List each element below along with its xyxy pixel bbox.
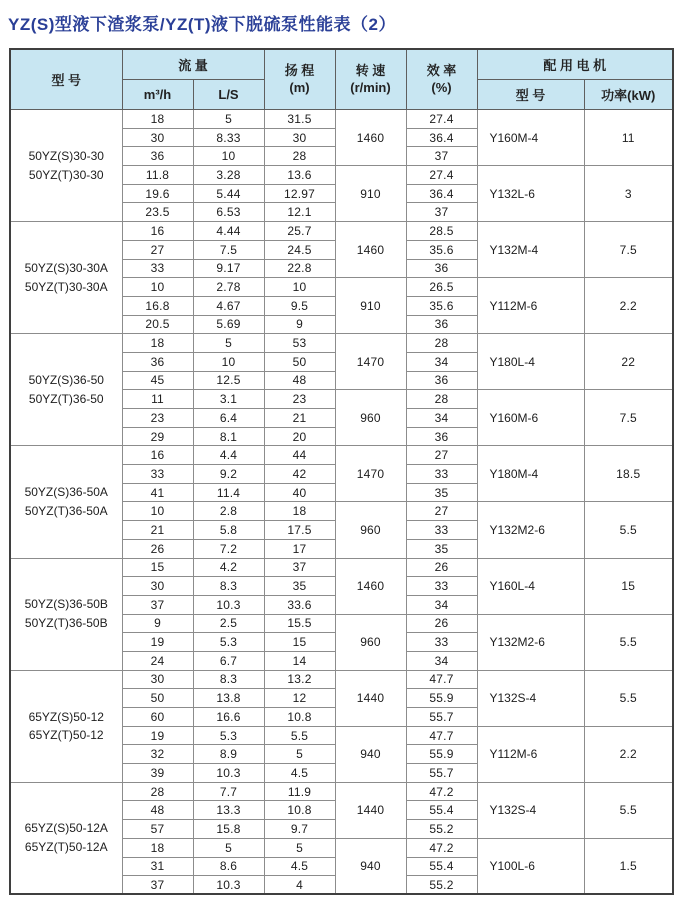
- efficiency-cell: 55.2: [406, 876, 477, 895]
- flow-m3h-cell: 15: [122, 558, 193, 577]
- speed-cell: 910: [335, 278, 406, 334]
- flow-m3h-cell: 16.8: [122, 296, 193, 315]
- table-row: [10, 670, 673, 689]
- header-speed-label: 转 速: [355, 63, 386, 79]
- pump-model-s: 50YZ(S)30-30A: [24, 261, 108, 276]
- efficiency-cell: 36.4: [406, 184, 477, 203]
- motor-power-cell: 5.5: [584, 670, 673, 726]
- motor-power-cell: 22: [584, 334, 673, 390]
- header-speed: [335, 49, 406, 110]
- flow-ls-cell: 5.8: [193, 521, 264, 540]
- efficiency-cell: 55.9: [406, 745, 477, 764]
- page-title: YZ(S)型液下渣浆泵/YZ(T)液下脱硫泵性能表（2）: [8, 15, 396, 34]
- flow-m3h-cell: 28: [122, 782, 193, 801]
- motor-model-cell: Y180L-4: [477, 334, 584, 390]
- efficiency-cell: 47.7: [406, 726, 477, 745]
- flow-m3h-cell: 33: [122, 465, 193, 484]
- flow-ls-cell: 11.4: [193, 483, 264, 502]
- motor-power-cell: 15: [584, 558, 673, 614]
- head-cell: 44: [264, 446, 335, 465]
- motor-power-cell: 5.5: [584, 782, 673, 838]
- flow-ls-cell: 6.53: [193, 203, 264, 222]
- flow-m3h-cell: 30: [122, 128, 193, 147]
- speed-cell: 960: [335, 502, 406, 558]
- efficiency-cell: 34: [406, 409, 477, 428]
- head-cell: 13.2: [264, 670, 335, 689]
- speed-cell: 1460: [335, 222, 406, 278]
- speed-cell: 1470: [335, 334, 406, 390]
- flow-ls-cell: 16.6: [193, 708, 264, 727]
- motor-model-cell: Y100L-6: [477, 838, 584, 894]
- pump-model-cell: [10, 110, 122, 222]
- flow-ls-cell: 5.69: [193, 315, 264, 334]
- flow-ls-cell: 9.17: [193, 259, 264, 278]
- flow-ls-cell: 15.8: [193, 820, 264, 839]
- head-cell: 10.8: [264, 708, 335, 727]
- flow-ls-cell: 5.3: [193, 726, 264, 745]
- efficiency-cell: 27: [406, 446, 477, 465]
- flow-ls-cell: 10: [193, 352, 264, 371]
- motor-power-cell: 11: [584, 110, 673, 166]
- flow-m3h-cell: 45: [122, 371, 193, 390]
- head-cell: 20: [264, 427, 335, 446]
- pump-model-cell: [10, 334, 122, 446]
- flow-m3h-cell: 23: [122, 409, 193, 428]
- head-cell: 40: [264, 483, 335, 502]
- header-efficiency-label: 效 率: [426, 63, 457, 79]
- pump-model-s: 65YZ(S)50-12A: [24, 821, 108, 836]
- flow-m3h-cell: 36: [122, 352, 193, 371]
- efficiency-cell: 34: [406, 651, 477, 670]
- efficiency-cell: 33: [406, 521, 477, 540]
- flow-ls-cell: 5: [193, 110, 264, 129]
- head-cell: 10.8: [264, 801, 335, 820]
- head-cell: 33.6: [264, 595, 335, 614]
- flow-ls-cell: 10: [193, 147, 264, 166]
- flow-m3h-cell: 16: [122, 222, 193, 241]
- flow-m3h-cell: 11.8: [122, 166, 193, 185]
- head-cell: 12.1: [264, 203, 335, 222]
- motor-model-cell: Y160L-4: [477, 558, 584, 614]
- flow-ls-cell: 8.3: [193, 670, 264, 689]
- pump-model-s: 50YZ(S)30-30: [28, 148, 104, 163]
- head-cell: 9.7: [264, 820, 335, 839]
- motor-power-cell: 2.2: [584, 278, 673, 334]
- flow-m3h-cell: 23.5: [122, 203, 193, 222]
- pump-model-t: 50YZ(T)36-50B: [24, 616, 108, 631]
- efficiency-cell: 36: [406, 427, 477, 446]
- pump-model-t: 65YZ(T)50-12A: [24, 840, 108, 855]
- efficiency-cell: 55.9: [406, 689, 477, 708]
- flow-m3h-cell: 24: [122, 651, 193, 670]
- header-flow: 流 量: [122, 49, 264, 80]
- efficiency-cell: 55.2: [406, 820, 477, 839]
- flow-ls-cell: 8.9: [193, 745, 264, 764]
- pump-model-s: 65YZ(S)50-12: [28, 709, 104, 724]
- flow-m3h-cell: 31: [122, 857, 193, 876]
- efficiency-cell: 26: [406, 614, 477, 633]
- head-cell: 4: [264, 876, 335, 895]
- head-cell: 48: [264, 371, 335, 390]
- pump-model-cell: [10, 670, 122, 782]
- flow-ls-cell: 8.33: [193, 128, 264, 147]
- speed-cell: 1440: [335, 782, 406, 838]
- motor-power-cell: 1.5: [584, 838, 673, 894]
- efficiency-cell: 28: [406, 390, 477, 409]
- motor-power-cell: 7.5: [584, 390, 673, 446]
- head-cell: 21: [264, 409, 335, 428]
- efficiency-cell: 37: [406, 203, 477, 222]
- efficiency-cell: 55.4: [406, 857, 477, 876]
- header-speed-unit: (r/min): [350, 79, 391, 95]
- flow-ls-cell: 5.3: [193, 633, 264, 652]
- pump-model-cell: [10, 782, 122, 894]
- flow-ls-cell: 7.2: [193, 539, 264, 558]
- header-efficiency: [406, 49, 477, 110]
- header-flow-ls: L/S: [193, 80, 264, 110]
- flow-ls-cell: 2.5: [193, 614, 264, 633]
- flow-ls-cell: 3.1: [193, 390, 264, 409]
- header-efficiency-unit: (%): [431, 79, 452, 95]
- head-cell: 9: [264, 315, 335, 334]
- efficiency-cell: 27.4: [406, 110, 477, 129]
- efficiency-cell: 36: [406, 259, 477, 278]
- speed-cell: 1440: [335, 670, 406, 726]
- head-cell: 31.5: [264, 110, 335, 129]
- pump-model-cell: [10, 222, 122, 334]
- flow-ls-cell: 6.7: [193, 651, 264, 670]
- head-cell: 12.97: [264, 184, 335, 203]
- efficiency-cell: 55.4: [406, 801, 477, 820]
- flow-m3h-cell: 19.6: [122, 184, 193, 203]
- efficiency-cell: 28.5: [406, 222, 477, 241]
- flow-ls-cell: 13.3: [193, 801, 264, 820]
- flow-m3h-cell: 57: [122, 820, 193, 839]
- efficiency-cell: 33: [406, 465, 477, 484]
- efficiency-cell: 28: [406, 334, 477, 353]
- flow-m3h-cell: 19: [122, 633, 193, 652]
- header-flow-m3h: m³/h: [122, 80, 193, 110]
- flow-ls-cell: 7.7: [193, 782, 264, 801]
- pump-model-s: 50YZ(S)36-50B: [24, 597, 108, 612]
- efficiency-cell: 55.7: [406, 764, 477, 783]
- efficiency-cell: 26.5: [406, 278, 477, 297]
- flow-m3h-cell: 33: [122, 259, 193, 278]
- pump-model-cell: [10, 558, 122, 670]
- pump-model-t: 65YZ(T)50-12: [28, 728, 104, 743]
- flow-m3h-cell: 9: [122, 614, 193, 633]
- efficiency-cell: 36: [406, 315, 477, 334]
- flow-ls-cell: 10.3: [193, 595, 264, 614]
- flow-m3h-cell: 18: [122, 334, 193, 353]
- flow-ls-cell: 4.44: [193, 222, 264, 241]
- flow-ls-cell: 13.8: [193, 689, 264, 708]
- flow-m3h-cell: 29: [122, 427, 193, 446]
- pump-model-t: 50YZ(T)36-50: [28, 391, 104, 406]
- head-cell: 9.5: [264, 296, 335, 315]
- flow-ls-cell: 5: [193, 838, 264, 857]
- efficiency-cell: 34: [406, 595, 477, 614]
- head-cell: 5: [264, 745, 335, 764]
- motor-power-cell: 3: [584, 166, 673, 222]
- flow-ls-cell: 5: [193, 334, 264, 353]
- efficiency-cell: 35: [406, 483, 477, 502]
- flow-m3h-cell: 16: [122, 446, 193, 465]
- head-cell: 17.5: [264, 521, 335, 540]
- head-cell: 4.5: [264, 857, 335, 876]
- head-cell: 25.7: [264, 222, 335, 241]
- efficiency-cell: 37: [406, 147, 477, 166]
- head-cell: 18: [264, 502, 335, 521]
- head-cell: 37: [264, 558, 335, 577]
- head-cell: 5.5: [264, 726, 335, 745]
- pump-performance-table: [9, 48, 674, 895]
- table-row: [10, 222, 673, 241]
- head-cell: 53: [264, 334, 335, 353]
- flow-m3h-cell: 48: [122, 801, 193, 820]
- efficiency-cell: 33: [406, 577, 477, 596]
- motor-model-cell: Y180M-4: [477, 446, 584, 502]
- head-cell: 4.5: [264, 764, 335, 783]
- head-cell: 15: [264, 633, 335, 652]
- flow-ls-cell: 9.2: [193, 465, 264, 484]
- efficiency-cell: 47.2: [406, 838, 477, 857]
- flow-m3h-cell: 36: [122, 147, 193, 166]
- flow-m3h-cell: 20.5: [122, 315, 193, 334]
- head-cell: 12: [264, 689, 335, 708]
- flow-ls-cell: 4.67: [193, 296, 264, 315]
- flow-ls-cell: 7.5: [193, 240, 264, 259]
- motor-model-cell: Y132L-6: [477, 166, 584, 222]
- head-cell: 15.5: [264, 614, 335, 633]
- pump-model-cell: [10, 446, 122, 558]
- speed-cell: 1470: [335, 446, 406, 502]
- flow-ls-cell: 6.4: [193, 409, 264, 428]
- header-motor-model: 型 号: [477, 80, 584, 110]
- head-cell: 14: [264, 651, 335, 670]
- table-body: [10, 110, 673, 895]
- motor-model-cell: Y112M-6: [477, 278, 584, 334]
- header-model: 型 号: [10, 49, 122, 110]
- speed-cell: 1460: [335, 110, 406, 166]
- pump-model-s: 50YZ(S)36-50: [28, 373, 104, 388]
- speed-cell: 910: [335, 166, 406, 222]
- motor-model-cell: Y160M-6: [477, 390, 584, 446]
- pump-model-s: 50YZ(S)36-50A: [24, 485, 108, 500]
- efficiency-cell: 47.7: [406, 670, 477, 689]
- head-cell: 30: [264, 128, 335, 147]
- header-head: [264, 49, 335, 110]
- header-head-label: 扬 程: [284, 63, 315, 79]
- flow-m3h-cell: 18: [122, 110, 193, 129]
- flow-ls-cell: 12.5: [193, 371, 264, 390]
- speed-cell: 940: [335, 726, 406, 782]
- head-cell: 17: [264, 539, 335, 558]
- efficiency-cell: 47.2: [406, 782, 477, 801]
- motor-model-cell: Y132S-4: [477, 782, 584, 838]
- flow-m3h-cell: 37: [122, 876, 193, 895]
- speed-cell: 1460: [335, 558, 406, 614]
- head-cell: 13.6: [264, 166, 335, 185]
- head-cell: 23: [264, 390, 335, 409]
- motor-model-cell: Y160M-4: [477, 110, 584, 166]
- head-cell: 11.9: [264, 782, 335, 801]
- head-cell: 22.8: [264, 259, 335, 278]
- table-row: [10, 446, 673, 465]
- motor-power-cell: 5.5: [584, 614, 673, 670]
- header-motor-power: 功率(kW): [584, 80, 673, 110]
- flow-ls-cell: 10.3: [193, 876, 264, 895]
- flow-m3h-cell: 30: [122, 577, 193, 596]
- speed-cell: 960: [335, 390, 406, 446]
- flow-m3h-cell: 39: [122, 764, 193, 783]
- efficiency-cell: 35.6: [406, 240, 477, 259]
- head-cell: 5: [264, 838, 335, 857]
- flow-ls-cell: 8.1: [193, 427, 264, 446]
- motor-power-cell: 7.5: [584, 222, 673, 278]
- speed-cell: 960: [335, 614, 406, 670]
- pump-model-t: 50YZ(T)30-30A: [24, 279, 108, 294]
- table-row: [10, 334, 673, 353]
- motor-model-cell: Y132S-4: [477, 670, 584, 726]
- speed-cell: 940: [335, 838, 406, 894]
- efficiency-cell: 27.4: [406, 166, 477, 185]
- head-cell: 10: [264, 278, 335, 297]
- header-head-unit: (m): [289, 79, 310, 95]
- table-row: [10, 110, 673, 129]
- head-cell: 35: [264, 577, 335, 596]
- flow-m3h-cell: 10: [122, 278, 193, 297]
- header-motor: 配 用 电 机: [477, 49, 673, 80]
- flow-m3h-cell: 10: [122, 502, 193, 521]
- pump-model-t: 50YZ(T)36-50A: [24, 503, 108, 518]
- flow-ls-cell: 10.3: [193, 764, 264, 783]
- motor-model-cell: Y132M2-6: [477, 502, 584, 558]
- table-row: [10, 782, 673, 801]
- motor-model-cell: Y112M-6: [477, 726, 584, 782]
- flow-ls-cell: 8.3: [193, 577, 264, 596]
- head-cell: 28: [264, 147, 335, 166]
- flow-m3h-cell: 41: [122, 483, 193, 502]
- motor-model-cell: Y132M2-6: [477, 614, 584, 670]
- flow-ls-cell: 4.4: [193, 446, 264, 465]
- flow-ls-cell: 8.6: [193, 857, 264, 876]
- flow-m3h-cell: 26: [122, 539, 193, 558]
- flow-m3h-cell: 11: [122, 390, 193, 409]
- efficiency-cell: 35.6: [406, 296, 477, 315]
- efficiency-cell: 34: [406, 352, 477, 371]
- motor-model-cell: Y132M-4: [477, 222, 584, 278]
- flow-m3h-cell: 30: [122, 670, 193, 689]
- flow-m3h-cell: 32: [122, 745, 193, 764]
- motor-power-cell: 2.2: [584, 726, 673, 782]
- efficiency-cell: 55.7: [406, 708, 477, 727]
- flow-ls-cell: 2.8: [193, 502, 264, 521]
- flow-m3h-cell: 21: [122, 521, 193, 540]
- table-row: [10, 558, 673, 577]
- flow-m3h-cell: 37: [122, 595, 193, 614]
- table-header: [10, 49, 673, 110]
- efficiency-cell: 27: [406, 502, 477, 521]
- efficiency-cell: 26: [406, 558, 477, 577]
- efficiency-cell: 33: [406, 633, 477, 652]
- pump-model-t: 50YZ(T)30-30: [28, 167, 104, 182]
- flow-ls-cell: 3.28: [193, 166, 264, 185]
- flow-ls-cell: 2.78: [193, 278, 264, 297]
- flow-m3h-cell: 27: [122, 240, 193, 259]
- flow-m3h-cell: 60: [122, 708, 193, 727]
- efficiency-cell: 36.4: [406, 128, 477, 147]
- efficiency-cell: 36: [406, 371, 477, 390]
- efficiency-cell: 35: [406, 539, 477, 558]
- motor-power-cell: 5.5: [584, 502, 673, 558]
- motor-power-cell: 18.5: [584, 446, 673, 502]
- flow-m3h-cell: 18: [122, 838, 193, 857]
- flow-m3h-cell: 19: [122, 726, 193, 745]
- head-cell: 24.5: [264, 240, 335, 259]
- flow-m3h-cell: 50: [122, 689, 193, 708]
- flow-ls-cell: 5.44: [193, 184, 264, 203]
- head-cell: 42: [264, 465, 335, 484]
- head-cell: 50: [264, 352, 335, 371]
- flow-ls-cell: 4.2: [193, 558, 264, 577]
